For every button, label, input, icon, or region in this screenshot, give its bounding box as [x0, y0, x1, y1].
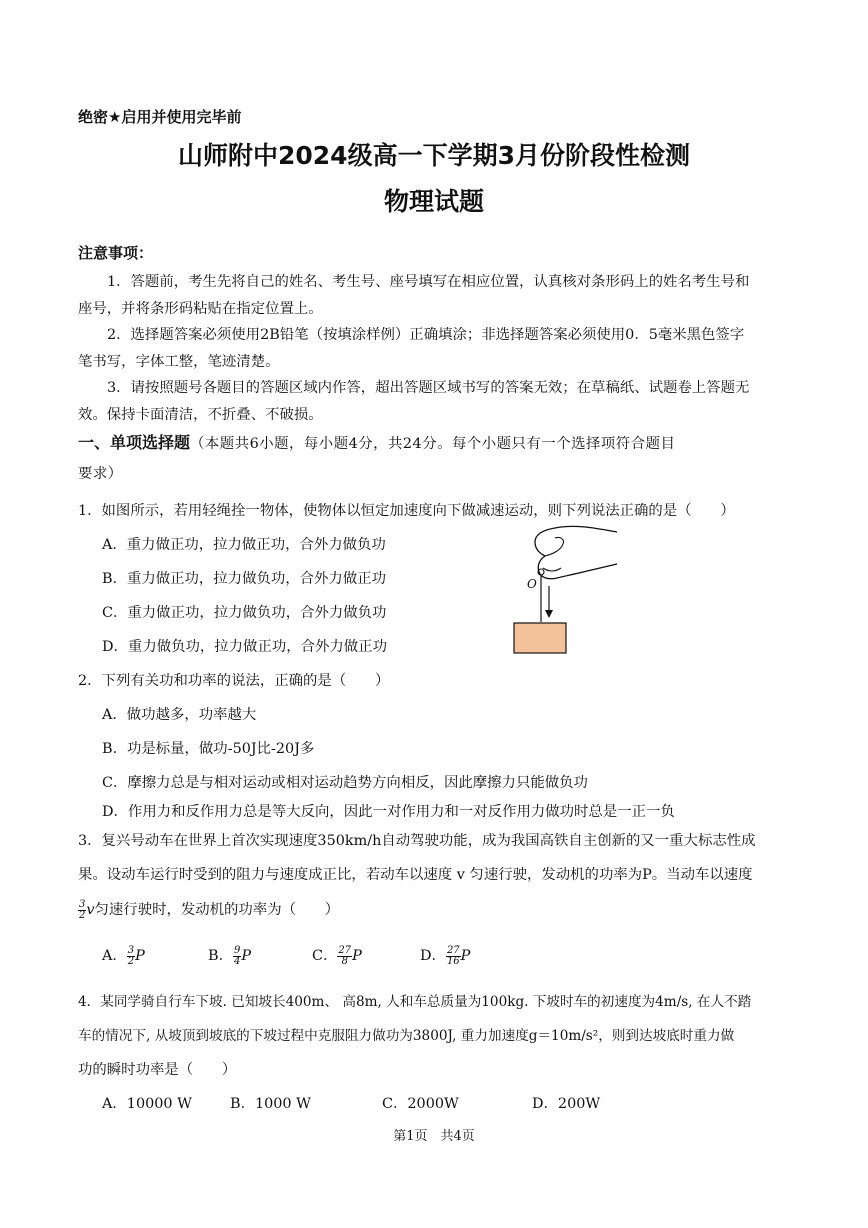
- q3-option-b: B． $\frac{9}{4}$ P: [208, 944, 252, 967]
- q4-line-3: 功的瞬时功率是（ ）: [78, 1062, 237, 1078]
- q1-option-c: C．重力做正功，拉力做负功，合外力做负功: [102, 605, 387, 621]
- exam-title: 山师附中2024级高一下学期3月份阶段性检测: [178, 141, 690, 170]
- notice-item-1-line-2: 座号，并将条形码粘贴在指定位置上。: [78, 301, 323, 317]
- q2-option-a: A．做功越多，功率越大: [102, 707, 257, 723]
- section-1-desc: （本题共6小题，每小题4分，共24分。每个小题只有一个选择项符合题目: [190, 436, 676, 452]
- hand-thumb: [543, 568, 561, 571]
- section-1-desc-cont: 要求）: [78, 466, 123, 482]
- hand-outline: [535, 526, 617, 578]
- point-o-label: O: [527, 577, 537, 591]
- q4-option-a: A．10000 W: [102, 1096, 192, 1112]
- q1-figure-hand-rope-block: [505, 520, 625, 660]
- exam-subtitle: 物理试题: [383, 187, 484, 216]
- notice-item-2-line-2: 笔书写，字体工整，笔迹清楚。: [78, 354, 280, 370]
- q3-option-d: D． $\frac{27}{16}$ P: [420, 944, 471, 967]
- block: [514, 623, 566, 653]
- arrow-head: [545, 610, 553, 618]
- notice-heading: 注意事项：: [78, 244, 154, 262]
- section-1-heading: 一、单项选择题: [78, 433, 191, 452]
- q4-line-1: 4．某同学骑自行车下坡. 已知坡长400m、 高8m, 人和车总质量为100kg. 下坡时车的初速度为4m/s, 在人不踏: [78, 994, 752, 1010]
- notice-item-3-line-2: 效。保持卡面清洁，不折叠、不破损。: [78, 407, 323, 423]
- secret-label: 绝密★启用并使用完毕前: [78, 108, 242, 126]
- q1-option-a: A．重力做正功，拉力做正功，合外力做负功: [102, 537, 386, 553]
- q4-option-d: D．200W: [532, 1096, 601, 1112]
- q1-option-b: B．重力做正功，拉力做负功，合外力做正功: [102, 571, 386, 587]
- q3-fraction: $\frac{3}{2}$: [79, 898, 86, 921]
- q3-line-2: 果。设动车运行时受到的阻力与速度成正比，若动车以速度 v 匀速行驶，发动机的功率为P。当动车以速度: [78, 867, 753, 883]
- q3-option-a: A． $\frac{3}{2}$ P: [102, 944, 145, 967]
- page-footer: 第1页 共4页: [393, 1129, 475, 1144]
- q2-option-c: C．摩擦力总是与相对运动或相对运动趋势方向相反，因此摩擦力只能做负功: [102, 775, 588, 791]
- q1-stem: 1．如图所示，若用轻绳拴一物体，使物体以恒定加速度向下做减速运动，则下列说法正确的是（ ）: [78, 503, 735, 519]
- q2-stem: 2．下列有关功和功率的说法，正确的是（ ）: [78, 673, 390, 689]
- q4-option-b: B．1000 W: [230, 1096, 311, 1112]
- q3-line-1: 3．复兴号动车在世界上首次实现速度350km/h自动驾驶功能，成为我国高铁自主创新的又一重大标志性成: [78, 833, 756, 849]
- notice-item-2-line-1: 2．选择题答案必须使用2B铅笔（按填涂样例）正确填涂；非选择题答案必须使用0．5毫米黑色签字: [107, 327, 745, 343]
- hand-finger: [545, 537, 564, 556]
- q3-option-c: C． $\frac{27}{8}$ P: [312, 944, 362, 967]
- notice-item-1-line-1: 1．答题前，考生先将自己的姓名、考生号、座号填写在相应位置，认真核对条形码上的姓名考生号和: [107, 274, 750, 290]
- section-1-header: [78, 430, 675, 453]
- q4-option-c: C．2000W: [382, 1096, 459, 1112]
- q2-option-d: D．作用力和反作用力总是等大反向，因此一对作用力和一对反作用力做功时总是一正一负: [102, 804, 675, 820]
- q2-option-b: B．功是标量，做功-50J比-20J多: [102, 741, 315, 757]
- q3-line-3: $\frac{3}{2}$ v匀速行驶时，发动机的功率为（ ）: [79, 898, 340, 921]
- q1-option-d: D．重力做负功，拉力做正功，合外力做正功: [102, 639, 387, 655]
- q4-line-2: 车的情况下, 从坡顶到坡底的下坡过程中克服阻力做功为3800J, 重力加速度g＝10m/s²，则到达坡底时重力做: [78, 1028, 735, 1044]
- notice-item-3-line-1: 3．请按照题号各题目的答题区域内作答，超出答题区域书写的答案无效；在草稿纸、试题卷上答题无: [107, 380, 750, 396]
